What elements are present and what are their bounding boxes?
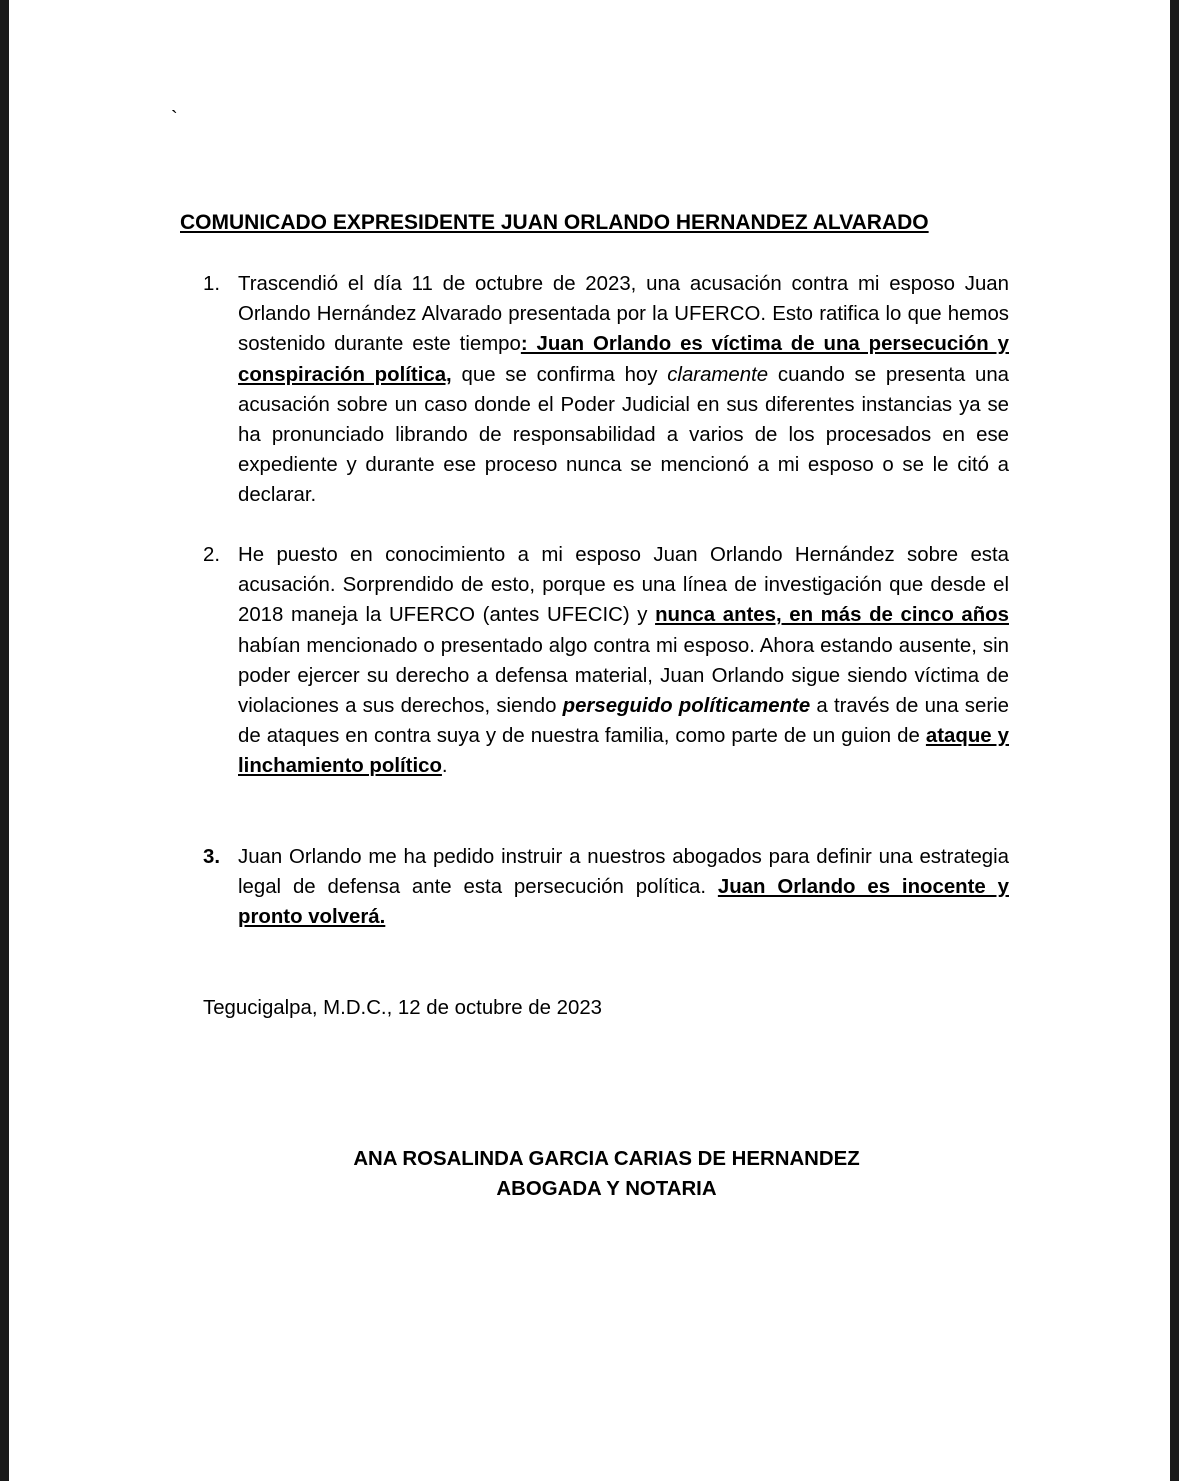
emphasis-text: Juan Orlando es inocente y pronto volverá. [238, 876, 1009, 929]
text-run: habían mencionado o presentado algo contra mi esposo. Ahora estando ausente, sin poder ejercer su derecho a defensa material, Juan Orlando sigue siendo víctima de violaciones a sus derechos, siendo [238, 634, 1009, 718]
document-title: COMUNICADO EXPRESIDENTE JUAN ORLANDO HERNANDEZ ALVARADO [180, 211, 929, 234]
text-run: Trascendió el día 11 de octubre de 2023, una acusación contra mi esposo Juan Orlando Hernández Alvarado presentada por la UFERCO. Esto ratifica lo que hemos sostenido durante este tiempo [238, 273, 1009, 356]
signature-name: ANA ROSALINDA GARCIA CARIAS DE HERNANDEZ [353, 1148, 860, 1170]
item-text [238, 540, 1009, 782]
document-page [9, 0, 1170, 1481]
text-run: Juan Orlando me ha pedido instruir a nuestros abogados para definir una estrategia legal de defensa ante esta persecución política. [238, 846, 1009, 899]
emphasis-text: : Juan Orlando es víctima de una persecución y conspiración política, [238, 333, 1009, 386]
italic-text: claramente [667, 363, 769, 386]
list-item-1 [203, 269, 1009, 511]
emphasis-text: ataque y linchamiento político [238, 725, 1010, 778]
text-run: que se confirma hoy [451, 363, 668, 386]
bold-italic-text: perseguido políticamente [562, 695, 811, 718]
item-text [238, 269, 1009, 511]
item-text [238, 842, 1009, 933]
item-number: 1. [203, 273, 221, 295]
list-item-3 [203, 842, 1009, 933]
item-number: 3. [203, 846, 221, 868]
stray-mark: ` [171, 108, 178, 130]
item-number: 2. [203, 544, 221, 566]
list-item-2 [203, 540, 1009, 782]
text-run: cuando se presenta una acusación sobre un caso donde el Poder Judicial en sus diferentes instancias ya se ha pronunciado librando de responsabilidad a varios de los procesados en ese expediente y durante ese proceso nunca se mencionó a mi esposo o se le citó a declarar. [238, 363, 1010, 507]
text-run: He puesto en conocimiento a mi esposo Juan Orlando Hernández sobre esta acusación. Sorprendido de esto, porque es una línea de investigación que desde el 2018 maneja la UFERCO (antes UFECIC) y [238, 544, 1009, 627]
signature-role: ABOGADA Y NOTARIA [496, 1178, 717, 1200]
place-date: Tegucigalpa, M.D.C., 12 de octubre de 2023 [203, 997, 603, 1019]
text-run: a través de una serie de ataques en contra suya y de nuestra familia, como parte de un guion de [238, 695, 1009, 748]
text-run: . [441, 755, 448, 778]
emphasis-text: nunca antes, en más de cinco años [655, 604, 1009, 627]
